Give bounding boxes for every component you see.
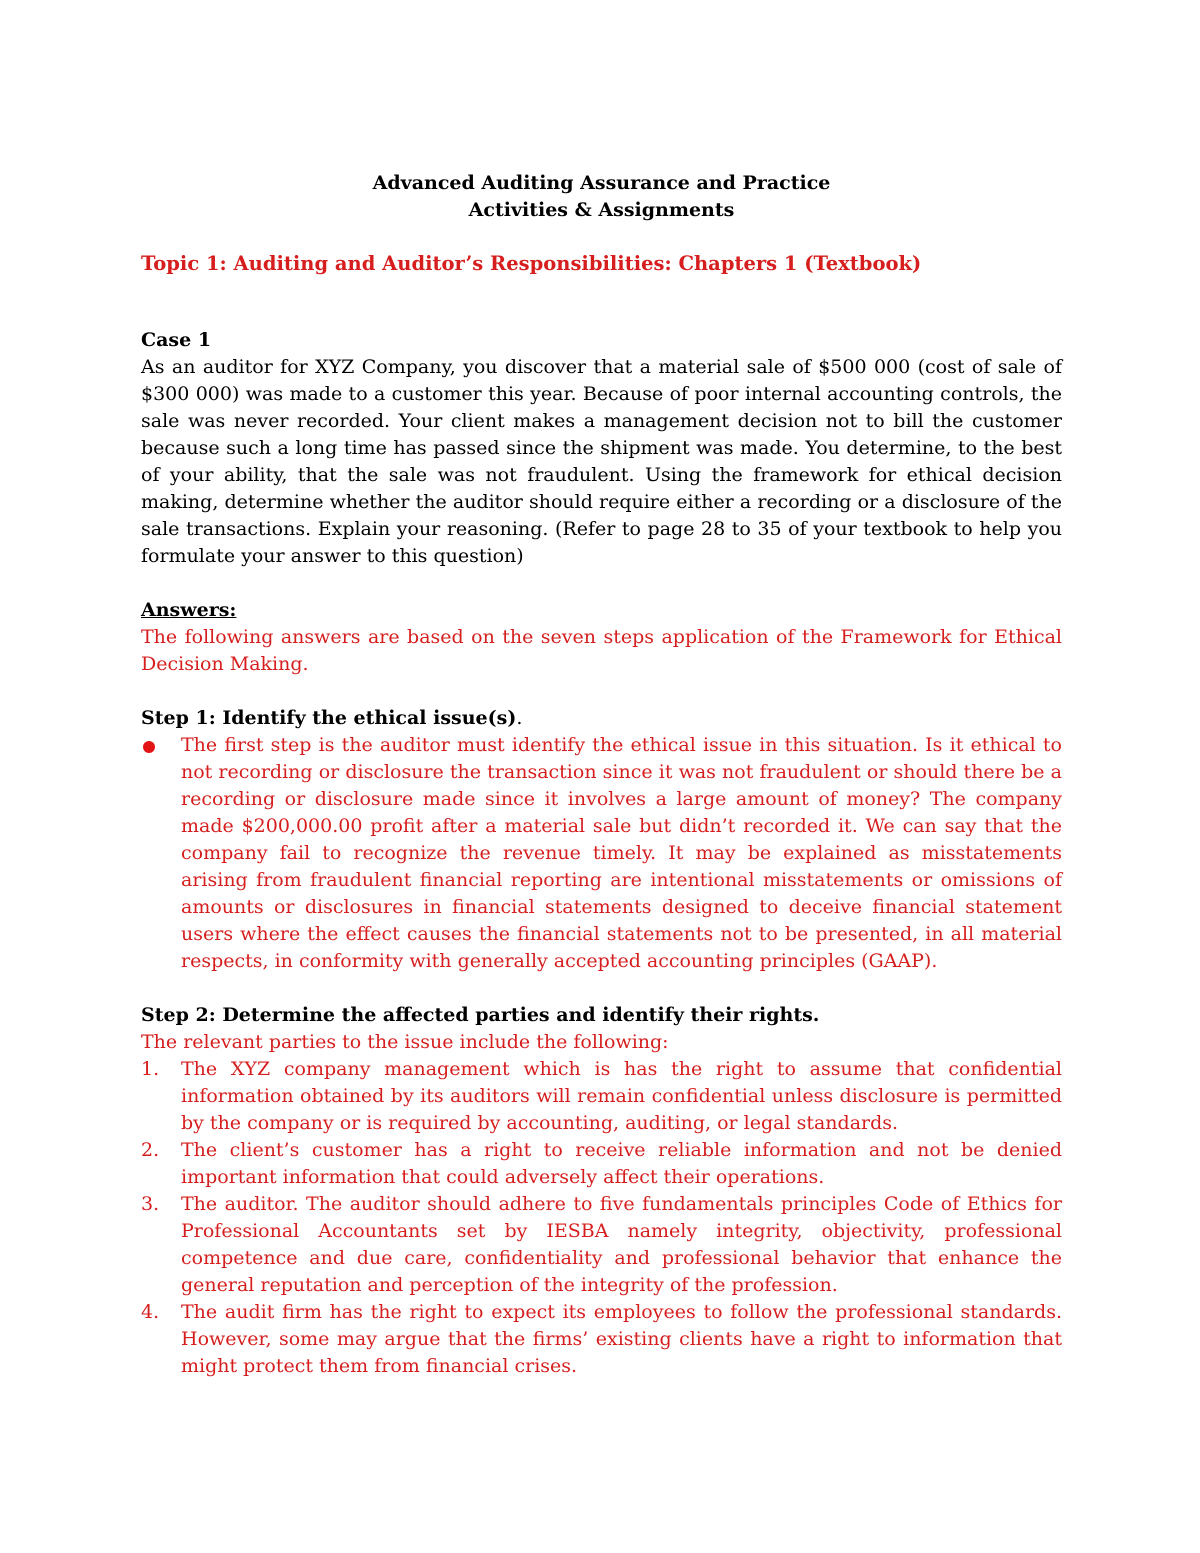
list-item-text: The client’s customer has a right to receive reliable information and not be denied important information that could adversely affect their operations. [181, 1139, 1062, 1188]
answers-intro: The following answers are based on the seven steps application of the Framework for Ethical Decision Making. [141, 626, 1062, 675]
document-title-line2: Activities & Assignments [468, 199, 735, 221]
list-item-text: The audit firm has the right to expect its employees to follow the professional standards. However, some may argue that the firms’ existing clients have a right to information that might protect them from financial crises. [181, 1301, 1062, 1377]
step1-heading-text: Step 1: Identify the ethical issue(s) [141, 707, 517, 729]
case-body: As an auditor for XYZ Company, you discover that a material sale of $500 000 (cost of sale of $300 000) was made to a customer this year. Because of poor internal accounting controls, the sale was never recorded. Your client makes a management decision not to bill the customer because such a long time has passed since the shipment was made. You determine, to the best of your ability, that the sale was not fraudulent. Using the framework for ethical decision making, determine whether the auditor should require either a recording or a disclosure of the sale transactions. Explain your reasoning. (Refer to page 28 to 35 of your textbook to help you formulate your answer to this question) [141, 356, 1062, 567]
step1-bullet-text: The first step is the auditor must identify the ethical issue in this situation. Is it ethical to not recording or disclosure the transaction since it was not fraudulent or should there be a recording or disclosure made since it involves a large amount of money? The company made $200,000.00 profit after a material sale but didn’t recorded it. We can say that the company fail to recognize the revenue timely. It may be explained as misstatements arising from fraudulent financial reporting are intentional misstatements or omissions of amounts or disclosures in financial statements designed to deceive financial statement users where the effect causes the financial statements not to be presented, in all material respects, in conformity with generally accepted accounting principles (GAAP). [181, 734, 1062, 972]
step1-heading [141, 705, 1062, 732]
list-item [141, 1056, 1062, 1137]
step2-intro: The relevant parties to the issue include the following: [141, 1031, 669, 1053]
step2-heading: Step 2: Determine the affected parties and identify their rights. [141, 1004, 820, 1026]
answers-heading: Answers: [141, 599, 237, 621]
bullet-icon [141, 732, 181, 975]
list-item [141, 1137, 1062, 1191]
document-title-line1: Advanced Auditing Assurance and Practice [372, 172, 831, 194]
case-title: Case 1 [141, 329, 212, 351]
topic-heading: Topic 1: Auditing and Auditor’s Responsibilities: Chapters 1 (Textbook) [141, 252, 922, 275]
list-item-text: The XYZ company management which is has the right to assume that confidential information obtained by its auditors will remain confidential unless disclosure is permitted by the company or is required by accounting, auditing, or legal standards. [181, 1058, 1062, 1134]
list-item [141, 1191, 1062, 1299]
list-item-number: 1. [141, 1058, 160, 1080]
step1-heading-period: . [516, 707, 523, 729]
list-item-number: 3. [141, 1193, 160, 1215]
document-page [141, 170, 1062, 1380]
step1-bullet-item [141, 732, 1062, 975]
list-item [141, 1299, 1062, 1380]
list-item-number: 2. [141, 1139, 160, 1161]
list-item-number: 4. [141, 1301, 160, 1323]
list-item-text: The auditor. The auditor should adhere to five fundamentals principles Code of Ethics for Professional Accountants set by IESBA namely integrity, objectivity, professional competence and due care, confidentiality and professional behavior that enhance the general reputation and perception of the integrity of the profession. [181, 1193, 1062, 1296]
